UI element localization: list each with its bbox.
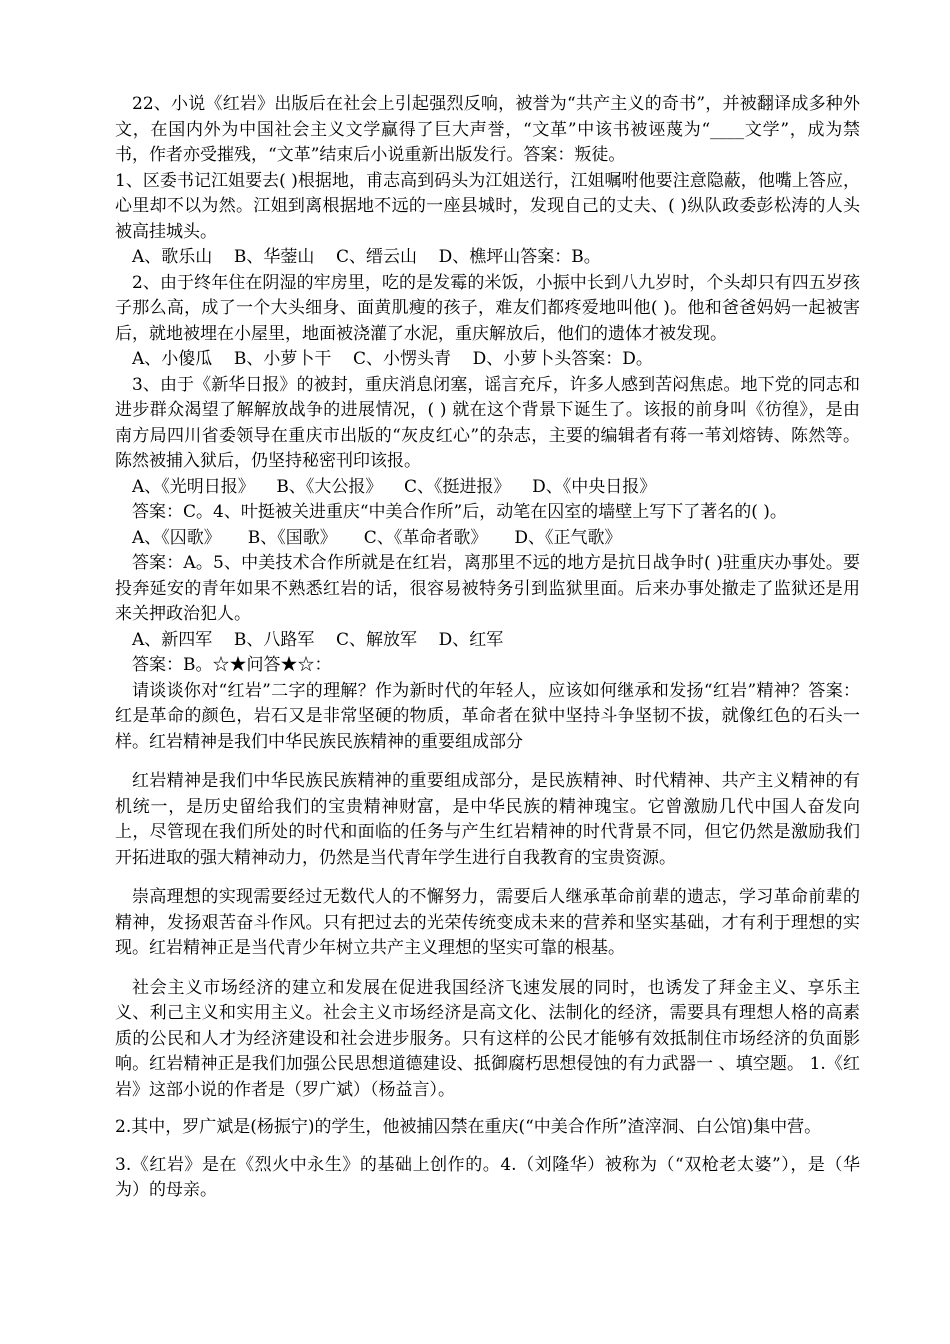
question-4-options: A、《囚歌》 B、《国歌》 C、《革命者歌》 D、《正气歌》	[132, 527, 622, 548]
question-2-options: A、小傻瓜 B、小萝卜干 C、小愣头青 D、小萝卜头答案：D。	[132, 349, 653, 369]
qa-header: 答案：B。☆★问答★☆：	[132, 655, 332, 675]
question-5: 答案：A。5、中美技术合作所就是在红岩，离那里不远的地方是抗日战争时( )驻重庆办事处。要投奔延安的青年如果不熟悉红岩的话，很容易被特务引到监狱里面。后来办事处撤走了监狱还是用来关押政治犯人。	[115, 553, 860, 624]
question-1-options: A、歌乐山 B、华蓥山 C、缙云山 D、樵坪山答案：B。	[132, 247, 601, 267]
question-3-options: A、《光明日报》 B、《大公报》 C、《挺进报》 D、《中央日报》	[132, 476, 657, 497]
question-22: 22、小说《红岩》出版后在社会上引起强烈反响，被誉为“共产主义的奇书”，并被翻译成多种外文，在国内外为中国社会主义文学赢得了巨大声誉，“文革”中该书被诬蔑为“____文学”，成为禁书，作者亦受摧残，“文革”结束后小说重新出版发行。答案：叛徒。	[115, 94, 860, 165]
qa-question-answer: 请谈谈你对“红岩”二字的理解？作为新时代的年轻人，应该如何继承和发扬“红岩”精神？答案：红是革命的颜色，岩石又是非常坚硬的物质，革命者在狱中坚持斗争坚韧不拔，就像红色的石头一样。红岩精神是我们中华民族民族精神的重要组成部分	[115, 680, 860, 752]
question-5-options: A、新四军 B、八路军 C、解放军 D、红军	[132, 629, 504, 650]
fill-blank-2: 2.其中，罗广斌是(杨振宁)的学生，他被捕囚禁在重庆(“中美合作所”渣滓洞、白公馆)集中营。	[115, 1117, 822, 1137]
essay-paragraph-1: 红岩精神是我们中华民族民族精神的重要组成部分，是民族精神、时代精神、共产主义精神的有机统一，是历史留给我们的宝贵精神财富，是中华民族的精神瑰宝。它曾激励几代中国人奋发向上，尽管现在我们所处的时代和面临的任务与产生红岩精神的时代背景不同，但它仍然是激励我们开拓进取的强大精神动力，仍然是当代青年学生进行自我教育的宝贵资源。	[115, 771, 860, 868]
question-1: 1、区委书记江姐要去( )根据地，甫志高到码头为江姐送行，江姐嘱咐他要注意隐蔽，他嘴上答应，心里却不以为然。江姐到离根据地不远的一座县城时，发现自己的丈夫、( )纵队政委彭松涛的人头被高挂城头。	[115, 170, 860, 242]
document-page	[115, 92, 860, 1204]
essay-paragraph-3: 社会主义市场经济的建立和发展在促进我国经济飞速发展的同时，也诱发了拜金主义、享乐主义、利己主义和实用主义。社会主义市场经济是高文化、法制化的经济，需要具有理想人格的高素质的公民和人才为经济建设和社会进步服务。只有这样的公民才能够有效抵制住市场经济的负面影响。红岩精神正是我们加强公民思想道德建设、抵御腐朽思想侵蚀的有力武器一 、填空题。 1.《红岩》这部小说的作者是（罗广斌）（杨益言）。	[115, 977, 860, 1100]
fill-blank-3-4: 3.《红岩》是在《烈火中永生》的基础上创作的。4.（刘隆华）被称为（“双枪老太婆”），是（华为）的母亲。	[115, 1154, 860, 1200]
question-4: 答案：C。4、叶挺被关进重庆“中美合作所”后，动笔在囚室的墙壁上写下了著名的( )。	[132, 502, 787, 522]
essay-paragraph-2: 崇高理想的实现需要经过无数代人的不懈努力，需要后人继承革命前辈的遗志，学习革命前辈的精神，发扬艰苦奋斗作风。只有把过去的光荣传统变成未来的营养和坚实基础，才有利于理想的实现。红岩精神正是当代青少年树立共产主义理想的坚实可靠的根基。	[115, 887, 860, 958]
question-3: 3、由于《新华日报》的被封，重庆消息闭塞，谣言充斥，许多人感到苦闷焦虑。地下党的同志和进步群众渴望了解解放战争的进展情况，( ) 就在这个背景下诞生了。该报的前身叫《彷徨》，是由南方局四川省委领导在重庆市出版的“灰皮红心”的杂志，主要的编辑者有蒋一苇刘熔铸、陈然等。陈然被捕入狱后，仍坚持秘密刊印该报。	[115, 374, 860, 471]
question-2: 2、由于终年住在阴湿的牢房里，吃的是发霉的米饭，小振中长到八九岁时，个头却只有四五岁孩子那么高，成了一个大头细身、面黄肌瘦的孩子，难友们都疼爱地叫他( )。他和爸爸妈妈一起被害后，就地被埋在小屋里，地面被浇灌了水泥，重庆解放后，他们的遗体才被发现。	[115, 272, 860, 344]
